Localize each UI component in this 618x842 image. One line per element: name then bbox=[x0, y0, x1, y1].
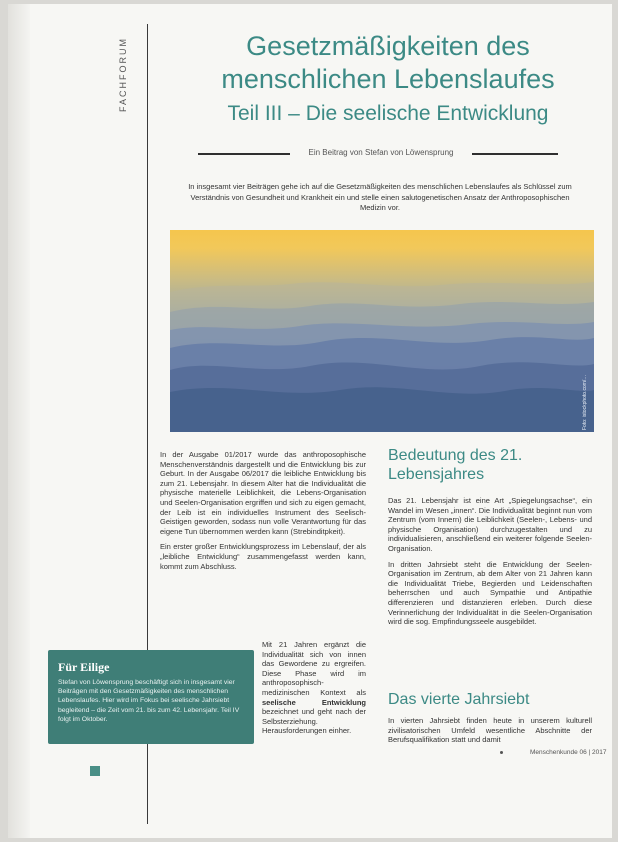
photo-credit: Foto: istockphoto.com/… bbox=[582, 374, 588, 430]
left-paragraph-2: Ein erster großer Entwicklungsprozess im Lebenslauf, der als „leibliche Entwicklung“ zusammengefasst werden kann, kommt zum Abschluss. bbox=[160, 542, 366, 571]
mid-paragraph-text-1: Mit 21 Jahren ergänzt die Individualität sich von innen das Gewordene zu ergreifen. Diese Phase wird im anthroposophisch-medizinischen Kontext als bbox=[262, 640, 366, 697]
left-paragraph-1: In der Ausgabe 01/2017 wurde das anthroposophische Menschenverständnis dargestellt und die Entwicklung bis zur Geburt. In der Ausgabe 06/2017 die leibliche Entwicklung bis zum 21. Lebensjahr. In diesem Alter hat die Individualität die physische materielle Leiblichkeit, die Lebens-Organisation und Seelen-Organisation ergriffen und sich zu eigen gemacht, der Leib ist ein individuelles Instrument des Seelisch-Geistigen geworden, sodass nun volle Verantwortung für das eigene Tun übernommen werden kann (Strebinditpkeit). bbox=[160, 450, 366, 536]
hero-image-mountains bbox=[170, 230, 594, 432]
byline-rule-right bbox=[472, 153, 558, 155]
byline-row bbox=[198, 148, 558, 160]
magazine-page bbox=[8, 4, 612, 838]
section-label: FACHFORUM bbox=[118, 37, 128, 112]
mid-column bbox=[262, 640, 366, 736]
article-title: Gesetzmäßigkeiten des menschlichen Lebenslaufes bbox=[221, 31, 555, 94]
right-column-top bbox=[388, 496, 592, 633]
left-column bbox=[160, 450, 366, 577]
article-subtitle: Teil III – Die seelische Entwicklung bbox=[227, 102, 549, 125]
page-corner-marker bbox=[90, 766, 100, 776]
intro-paragraph: In insgesamt vier Beiträgen gehe ich auf die Gesetzmäßigkeiten des menschlichen Lebenslaufes als Schlüssel zum Verständnis von Gesundheit und Krankheit ein und stelle einen salutogenetischen Ansatz der Anthroposophischen Medizin vor. bbox=[188, 182, 572, 212]
page-fold-shadow bbox=[8, 4, 30, 838]
heading-viertes-jahrsiebt: Das vierte Jahrsiebt bbox=[388, 691, 530, 708]
footer-dot bbox=[500, 751, 503, 754]
mid-paragraph bbox=[262, 640, 366, 736]
right-paragraph-2: In dritten Jahrsiebt steht die Entwicklung der Seelen-Organisation im Zentrum, ab dem Alter von 21 Jahren kann die Individualität Triebe, Begierden und Leidenschaften beherrschen und auch Sympathie und Antipathie differenzieren und distanzieren erleben. Durch diese Verinnerlichung der Individualität in die Seelen-Organisation wird die sog. Empfindungsseele ausgebildet. bbox=[388, 559, 592, 627]
mountain-ridges-illustration bbox=[170, 230, 594, 432]
right-paragraph-1: Das 21. Lebensjahr ist eine Art „Spiegelungsachse“, ein Wandel im Wesen „innen“. Die Individualität beginnt nun vom Zentrum (vom Innern) die Leiblichkeit (Seelen-, Lebens- und physische Organisation) durchzugestalten und zu individualisieren, anschließend ein weiterer folgende Seelen-Organisation. bbox=[388, 496, 592, 553]
byline: Ein Beitrag von Stefan von Löwensprung bbox=[308, 148, 454, 157]
fuer-eilige-box bbox=[48, 650, 254, 744]
mid-paragraph-text-2: bezeichnet und geht nach der Selbsterziehung. Herausforderungen einher. bbox=[262, 707, 366, 736]
footer-page-label: Menschenkunde 06 | 2017 bbox=[530, 749, 607, 756]
right-column-bottom bbox=[388, 716, 592, 751]
byline-rule-left bbox=[198, 153, 290, 155]
box-text: Stefan von Löwensprung beschäftigt sich in insgesamt vier Beiträgen mit den Gesetzmäßigkeiten des menschlichen Lebenslaufes. Hier wird im Fokus bei seelische Jahrsiebt begleitend – die Zeit vom 21. bis zum 42. Lebensjahr. Teil IV folgt im Oktober. bbox=[58, 679, 240, 723]
heading-bedeutung: Bedeutung des 21. Lebensjahres bbox=[388, 447, 523, 483]
right-paragraph-3: In vierten Jahrsiebt finden heute in unserem kulturell zivilisatorischen Umfeld wesentliche Abschnitte der Berufsqualifikation statt und damit bbox=[388, 716, 592, 745]
mid-paragraph-bold: seelische Entwicklung bbox=[262, 697, 366, 707]
box-title: Für Eilige bbox=[58, 660, 110, 674]
